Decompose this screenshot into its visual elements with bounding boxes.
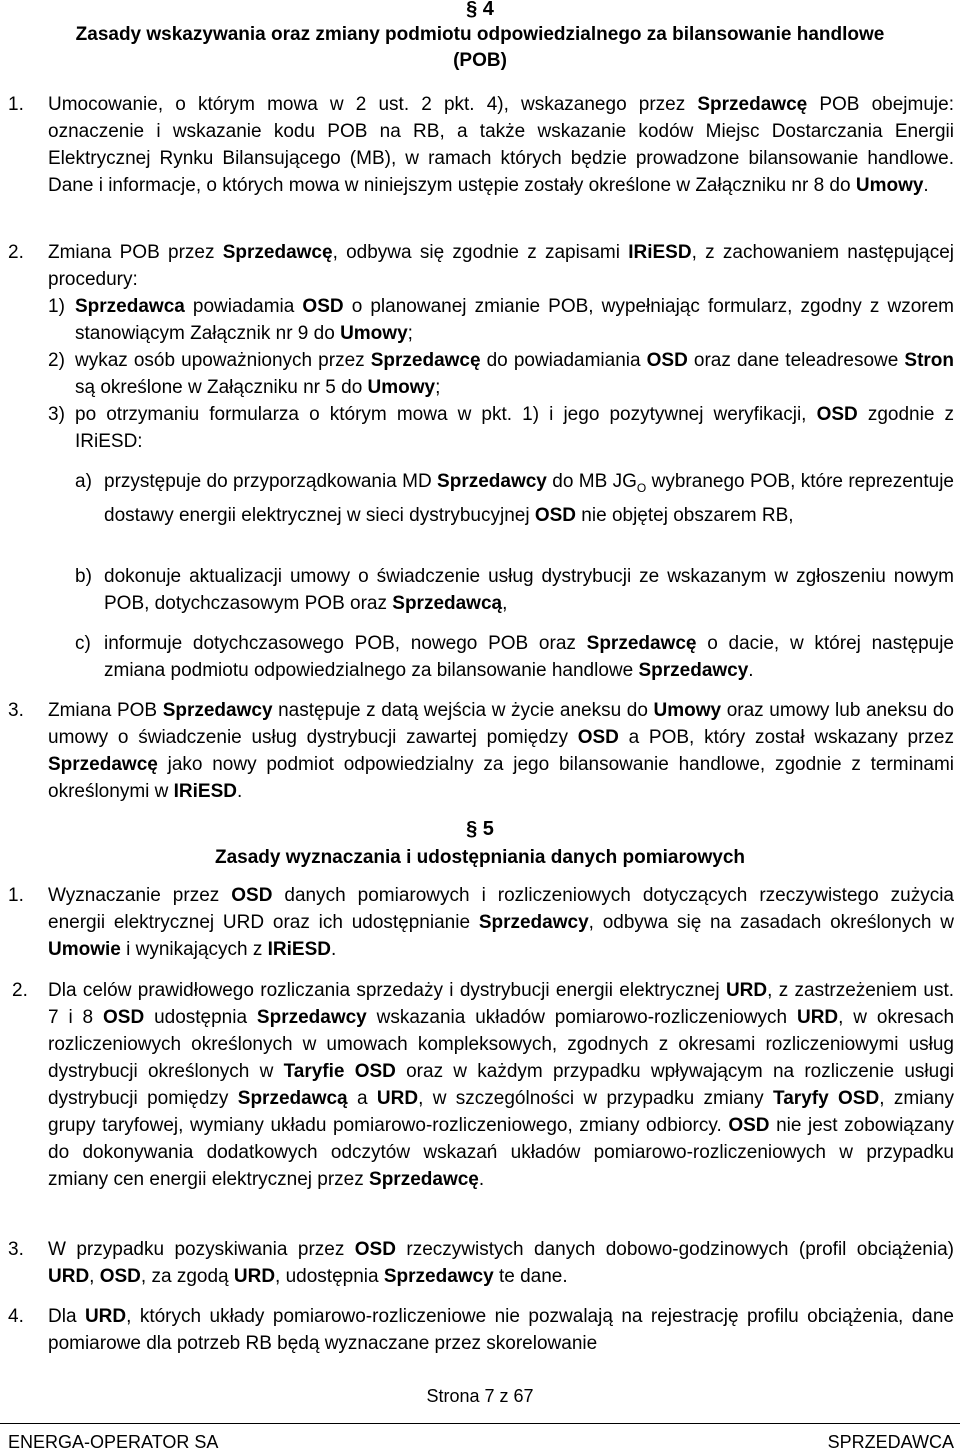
section-4-number: § 4 — [466, 0, 494, 20]
procedure-substep-a: przystępuje do przyporządkowania MD Sprzedawcy do MB $JG_O$ wybranego POB, które reprezentuje dostawy energii elektrycznej w sieci dystrybucyjnej OSD nie objętej obszarem RB, — [104, 471, 954, 526]
footer-party: SPRZEDAWCA — [827, 1432, 954, 1452]
section-5-paragraph-4: Dla URD, których układy pomiarowo-rozliczeniowe nie pozwalają na rejestrację profilu obciążenia, dane pomiarowe dla potrzeb RB będą wyznaczane przez skorelowanie — [48, 1306, 954, 1354]
section-5-paragraph-1: Wyznaczanie przez OSD danych pomiarowych i rozliczeniowych dotyczących rzeczywistego zużycia energii elektrycznej URD oraz ich udostępnianie Sprzedawcy, odbywa się na zasadach określonych w Umowie i wynikających z IRiESD. — [48, 885, 954, 960]
list-number: 3) — [48, 404, 65, 425]
section-5-paragraph-2: Dla celów prawidłowego rozliczania sprzedaży i dystrybucji energii elektrycznej URD, z zastrzeżeniem ust. 7 i 8 OSD udostępnia Sprzedawcy wskazania układów pomiarowo-rozliczeniowych URD, w okresach rozliczeniowych określonych w umowach kompleksowych, zgodnych z okresami rozliczeniowymi usług dystrybucji określonych w Taryfie OSD oraz w każdym przypadku wpływającym na rozliczenie usługi dystrybucji pomiędzy Sprzedawcą a URD, w szczególności w przypadku zmiany Taryfy OSD, zmiany grupy taryfowej, wymiany układu pomiarowo-rozliczeniowego, zmiany odbiorcy. OSD nie jest zobowiązany do dokonywania dodatkowych odczytów wskazań układów pomiarowo-rozliczeniowych w przypadku zmiany cen energii elektrycznej przez Sprzedawcę. — [48, 980, 955, 1190]
procedure-step-2: wykaz osób upoważnionych przez Sprzedawcę do powiadamiania OSD oraz dane teleadresowe Stron są określone w Załączniku nr 5 do Umowy; — [75, 350, 954, 398]
section-5-number: § 5 — [466, 818, 494, 840]
list-number: 2) — [48, 350, 65, 371]
paragraph-number: 4. — [8, 1306, 24, 1327]
procedure-step-1: Sprzedawca powiadamia OSD o planowanej zmianie POB, wypełniając formularz, zgodny z wzorem stanowiącym Załącznik nr 9 do Umowy; — [75, 296, 954, 344]
section-5-title: Zasady wyznaczania i udostępniania danych pomiarowych — [214, 847, 746, 868]
paragraph-number: 1. — [8, 94, 24, 115]
section-4-paragraph-2: Zmiana POB przez Sprzedawcę, odbywa się zgodnie z zapisami IRiESD, z zachowaniem następującej procedury: — [48, 242, 954, 290]
list-letter: c) — [75, 633, 91, 654]
paragraph-number: 1. — [8, 885, 24, 906]
section-4-paragraph-3: Zmiana POB Sprzedawcy następuje z datą wejścia w życie aneksu do Umowy oraz umowy lub aneksu do umowy o świadczenie usług dystrybucji zawartej pomiędzy OSD a POB, który został wskazany przez Sprzedawcę jako nowy podmiot odpowiedzialny za jego bilansowanie handlowe, zgodnie z terminami określonymi w IRiESD. — [48, 700, 954, 802]
procedure-step-3: po otrzymaniu formularza o którym mowa w pkt. 1) i jego pozytywnej weryfikacji, OSD zgodnie z IRiESD: — [75, 404, 954, 452]
list-letter: a) — [75, 471, 92, 492]
list-letter: b) — [75, 566, 92, 587]
procedure-substep-b: dokonuje aktualizacji umowy o świadczenie usług dystrybucji ze wskazanym w zgłoszeniu nowym POB, dotychczasowym POB oraz Sprzedawcą, — [104, 566, 954, 614]
footer-company: ENERGA-OPERATOR SA — [8, 1432, 219, 1452]
section-4-paragraph-1: Umocowanie, o którym mowa w 2 ust. 2 pkt. 4), wskazanego przez Sprzedawcę POB obejmuje: oznaczenie i wskazanie kodu POB na RB, a także wskazanie kodów Miejsc Dostarczania Energii Elektrycznej Rynku Bilansującego (MB), w ramach których będzie prowadzone bilansowanie handlowe. Dane i informacje, o których mowa w niniejszym ustępie zostały określone w Załączniku nr 8 do Umowy. — [48, 94, 954, 196]
footer-divider — [0, 1423, 960, 1424]
paragraph-number: 2. — [12, 980, 28, 1001]
section-4-title: Zasady wskazywania oraz zmiany podmiotu odpowiedzialnego za bilansowanie handlowe (POB) — [75, 24, 885, 71]
page-number: Strona 7 z 67 — [426, 1386, 534, 1406]
paragraph-number: 2. — [8, 242, 24, 263]
section-5-paragraph-3: W przypadku pozyskiwania przez OSD rzeczywistych danych dobowo-godzinowych (profil obciążenia) URD, OSD, za zgodą URD, udostępnia Sprzedawcy te dane. — [48, 1239, 954, 1287]
list-number: 1) — [48, 296, 65, 317]
procedure-substep-c: informuje dotychczasowego POB, nowego POB oraz Sprzedawcę o dacie, w której następuje zmiana podmiotu odpowiedzialnego za bilansowanie handlowe Sprzedawcy. — [104, 633, 954, 681]
paragraph-number: 3. — [8, 700, 24, 721]
paragraph-number: 3. — [8, 1239, 24, 1260]
